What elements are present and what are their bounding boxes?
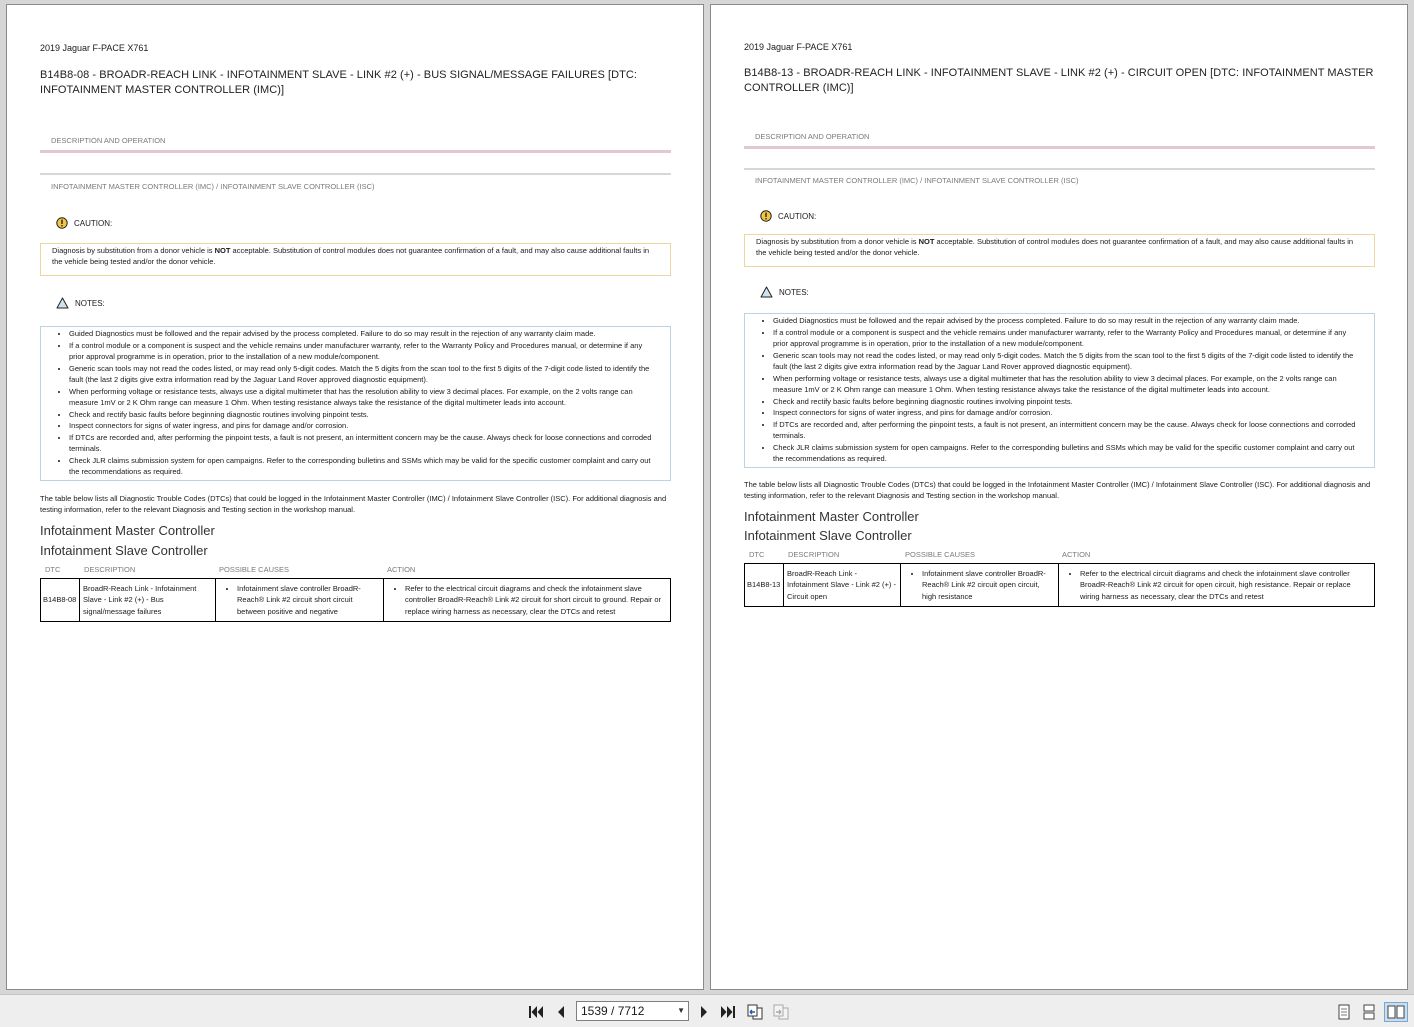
notes-label: NOTES: (75, 298, 105, 308)
section-heading-imc-isc: INFOTAINMENT MASTER CONTROLLER (IMC) / INFOTAINMENT SLAVE CONTROLLER (ISC) (51, 182, 375, 191)
note-item: • If a control module or a component is suspect and the vehicle remains under manufacturer warranty, refer to the Warranty Policy and Procedures manual, or determine if any prior approval programme is in operation, prior to the installation of a new module/component. (773, 327, 1362, 350)
caution-label: CAUTION: (74, 218, 113, 228)
notes-box (40, 326, 671, 481)
chevron-down-icon[interactable]: ▼ (677, 1006, 685, 1015)
table-row (745, 563, 1375, 607)
column-header-dtc: DTC (749, 549, 765, 559)
column-header-dtc: DTC (45, 564, 61, 574)
facing-pages-view-icon[interactable] (1384, 1002, 1408, 1022)
first-page-icon[interactable] (526, 1002, 546, 1022)
section-heading-description: DESCRIPTION AND OPERATION (755, 132, 870, 141)
section-divider (744, 168, 1375, 170)
caution-heading (744, 210, 1375, 222)
section-heading-imc-isc: INFOTAINMENT MASTER CONTROLLER (IMC) / INFOTAINMENT SLAVE CONTROLLER (ISC) (755, 176, 1079, 185)
column-header-causes: POSSIBLE CAUSES (219, 564, 290, 574)
dtc-table-header (744, 550, 1375, 559)
page-number-field[interactable] (576, 1001, 689, 1021)
note-item: • Check and rectify basic faults before beginning diagnostic routines involving pinpoint tests. (69, 409, 658, 421)
dtc-cause: • Infotainment slave controller BroadR-Reach® Link #2 circuit open circuit, high resistance (922, 568, 1055, 603)
dtc-table-header (40, 565, 671, 574)
caution-emphasis: NOT (918, 237, 935, 246)
document-header: 2019 Jaguar F-PACE X761 (744, 42, 853, 52)
note-item: • When performing voltage or resistance tests, always use a digital multimeter that has the resolution ability to view 3 decimal places. For example, on the 2 volts range can measure 1mV or 2 K Ohm range can measure 1 Ohm. When testing resistance always take the resistance of the digital multimeter leads into account. (69, 386, 658, 409)
continuous-view-icon[interactable] (1359, 1002, 1379, 1022)
caution-text: Diagnosis by substitution from a donor vehicle is (52, 246, 215, 255)
single-page-view-icon[interactable] (1334, 1002, 1354, 1022)
caution-emphasis: NOT (214, 246, 231, 255)
column-header-action: ACTION (1062, 549, 1091, 559)
page-content (40, 5, 671, 622)
notes-list (51, 328, 658, 478)
section-heading-description: DESCRIPTION AND OPERATION (51, 136, 166, 145)
note-item: • Check JLR claims submission system for open campaigns. Refer to the corresponding bulletins and SSMs which may be valid for the specific customer complaint and carry out the recommendations as required. (773, 442, 1362, 465)
note-item: • Check and rectify basic faults before beginning diagnostic routines involving pinpoint tests. (773, 396, 1362, 408)
dtc-table (744, 563, 1375, 608)
navigation-toolbar (0, 994, 1414, 1027)
section-divider (40, 173, 671, 175)
note-item: • When performing voltage or resistance tests, always use a digital multimeter that has the resolution ability to view 3 decimal places. For example, on the 2 volts range can measure 1mV or 2 K Ohm range can measure 1 Ohm. When testing resistance always take the resistance of the digital multimeter leads into account. (773, 373, 1362, 396)
note-item: • If a control module or a component is suspect and the vehicle remains under manufacturer warranty, refer to the Warranty Policy and Procedures manual, or determine if any prior approval programme is in operation, prior to the installation of a new module/component. (69, 340, 658, 363)
document-title: B14B8-13 - BROADR-REACH LINK - INFOTAINMENT SLAVE - LINK #2 (+) - CIRCUIT OPEN [DTC: INFOTAINMENT MASTER CONTROLLER (IMC)] (744, 67, 1374, 94)
caution-label: CAUTION: (778, 211, 817, 221)
heading-master-controller: Infotainment Master Controller (40, 522, 215, 538)
previous-view-icon[interactable] (745, 1002, 765, 1022)
next-view-icon[interactable] (771, 1002, 791, 1022)
caution-icon (760, 210, 772, 222)
document-page-right[interactable] (710, 4, 1408, 990)
section-divider (744, 146, 1375, 149)
note-item: • Guided Diagnostics must be followed and the repair advised by the process completed. Failure to do so may result in the rejection of any warranty claim made. (69, 328, 658, 340)
dtc-action: • Refer to the electrical circuit diagrams and check the infotainment slave controller BroadR-Reach® Link #2 circuit for open circuit, high resistance. Repair or replace wiring harness as necessary, clear the DTCs and retest (1080, 568, 1371, 603)
column-header-action: ACTION (387, 564, 416, 574)
dtc-table (40, 578, 671, 623)
note-item: • Inspect connectors for signs of water ingress, and pins for damage and/or corrosion. (69, 420, 658, 432)
note-item: • If DTCs are recorded and, after performing the pinpoint tests, a fault is not present, an intermittent concern may be the cause. Always check for loose connections and corroded terminals. (69, 432, 658, 455)
section-divider (40, 150, 671, 153)
previous-page-icon[interactable] (551, 1002, 571, 1022)
note-item: • Check JLR claims submission system for open campaigns. Refer to the corresponding bulletins and SSMs which may be valid for the specific customer complaint and carry out the recommendations as required. (69, 455, 658, 478)
heading-slave-controller: Infotainment Slave Controller (744, 527, 912, 543)
table-row (41, 578, 671, 622)
note-item: • Guided Diagnostics must be followed and the repair advised by the process completed. Failure to do so may result in the rejection of any warranty claim made. (773, 315, 1362, 327)
column-header-causes: POSSIBLE CAUSES (905, 549, 976, 559)
page-indicator: 1539 / 7712 (581, 1004, 645, 1018)
notes-label: NOTES: (779, 287, 809, 297)
intro-paragraph: The table below lists all Diagnostic Trouble Codes (DTCs) that could be logged in the Infotainment Master Controller (IMC) / Infotainment Slave Controller (ISC). For additional diagnosis and testing information, refer to the relevant Diagnosis and Testing section in the workshop manual. (744, 479, 1371, 500)
notes-icon (760, 286, 773, 298)
document-page-left[interactable] (6, 4, 704, 990)
next-page-icon[interactable] (694, 1002, 714, 1022)
caution-text: acceptable. Substitution of control modules does not guarantee confirmation of a fault, and may also cause additional faults in the vehicle being tested and/or the donor vehicle. (52, 246, 650, 266)
notes-heading (744, 286, 1375, 298)
dtc-causes-cell (901, 563, 1059, 607)
dtc-description: BroadR-Reach Link - Infotainment Slave - Link #2 (+) - Bus signal/message failures (80, 578, 216, 622)
notes-icon (56, 297, 69, 309)
dtc-cause: • Infotainment slave controller BroadR-Reach® Link #2 circuit short circuit between positive and negative (237, 583, 380, 618)
caution-box (40, 243, 671, 276)
page-content (744, 5, 1375, 607)
dtc-description: BroadR-Reach Link - Infotainment Slave - Link #2 (+) - Circuit open (784, 563, 901, 607)
dtc-code: B14B8-08 (41, 578, 80, 622)
column-header-description: DESCRIPTION (788, 549, 840, 559)
dtc-action-cell (1059, 563, 1375, 607)
notes-list (755, 315, 1362, 465)
note-item: • If DTCs are recorded and, after performing the pinpoint tests, a fault is not present, an intermittent concern may be the cause. Always check for loose connections and corroded terminals. (773, 419, 1362, 442)
intro-paragraph: The table below lists all Diagnostic Trouble Codes (DTCs) that could be logged in the Infotainment Master Controller (IMC) / Infotainment Slave Controller (ISC). For additional diagnosis and testing information, refer to the relevant Diagnosis and Testing section in the workshop manual. (40, 493, 667, 514)
document-header: 2019 Jaguar F-PACE X761 (40, 43, 149, 53)
caution-text: acceptable. Substitution of control modules does not guarantee confirmation of a fault, and may also cause additional faults in the vehicle being tested and/or the donor vehicle. (756, 237, 1354, 257)
dtc-action: • Refer to the electrical circuit diagrams and check the infotainment slave controller BroadR-Reach® Link #2 circuit for short circuit to ground. Repair or replace wiring harness as necessary, clear the DTCs and retest (405, 583, 667, 618)
column-header-description: DESCRIPTION (84, 564, 136, 574)
dtc-action-cell (384, 578, 671, 622)
notes-heading (40, 297, 671, 309)
last-page-icon[interactable] (718, 1002, 738, 1022)
dtc-causes-cell (216, 578, 384, 622)
note-item: • Inspect connectors for signs of water ingress, and pins for damage and/or corrosion. (773, 407, 1362, 419)
heading-slave-controller: Infotainment Slave Controller (40, 542, 208, 558)
note-item: • Generic scan tools may not read the codes listed, or may read only 5-digit codes. Match the 5 digits from the scan tool to the first 5 digits of the 7-digit code listed to identify the fault (the last 2 digits give extra information read by the Jaguar Land Rover approved diagnostic equipment). (69, 363, 658, 386)
note-item: • Generic scan tools may not read the codes listed, or may read only 5-digit codes. Match the 5 digits from the scan tool to the first 5 digits of the 7-digit code listed to identify the fault (the last 2 digits give extra information read by the Jaguar Land Rover approved diagnostic equipment). (773, 350, 1362, 373)
document-title: B14B8-08 - BROADR-REACH LINK - INFOTAINMENT SLAVE - LINK #2 (+) - BUS SIGNAL/MESSAGE FAILURES [DTC: INFOTAINMENT MASTER CONTROLLER (IMC)] (40, 69, 637, 96)
caution-text: Diagnosis by substitution from a donor vehicle is (756, 237, 919, 246)
caution-icon (56, 217, 68, 229)
notes-box (744, 313, 1375, 468)
heading-master-controller: Infotainment Master Controller (744, 508, 919, 524)
caution-box (744, 234, 1375, 267)
caution-heading (40, 217, 671, 229)
dtc-code: B14B8-13 (745, 563, 784, 607)
